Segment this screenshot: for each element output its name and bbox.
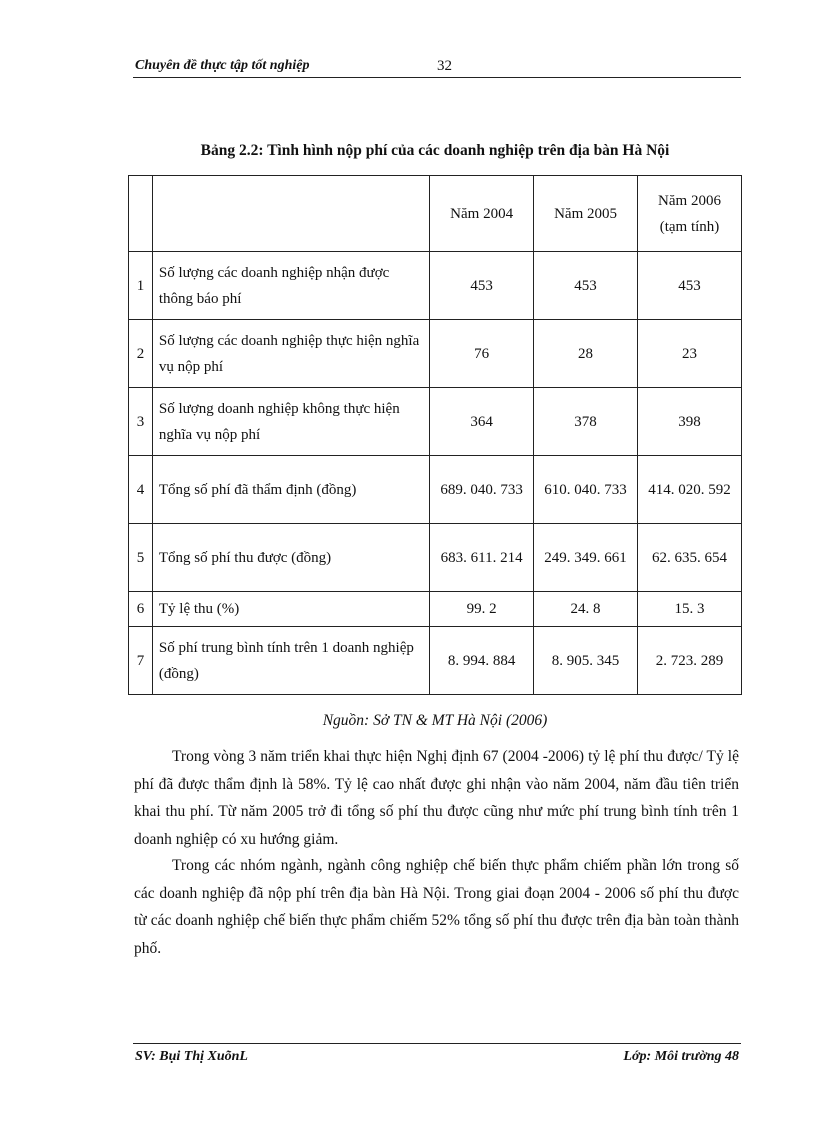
header-2006-year: Năm 2006	[658, 192, 721, 209]
table-row	[129, 252, 742, 320]
source-note: Nguồn: Sở TN & MT Hà Nội (2006)	[322, 712, 548, 729]
header-cell-2005: Năm 2005	[534, 176, 638, 252]
table-row	[129, 592, 742, 627]
table-caption: Bảng 2.2: Tình hình nộp phí của các doanh nghiệp trên địa bàn Hà Nội	[200, 142, 670, 159]
value-2006: 23	[638, 320, 742, 388]
row-label: Tổng số phí đã thẩm định (đồng)	[152, 456, 429, 524]
value-2004: 99. 2	[430, 592, 534, 627]
table-row	[129, 456, 742, 524]
value-2004: 689. 040. 733	[430, 456, 534, 524]
header-cell-no	[129, 176, 153, 252]
row-number: 3	[129, 388, 153, 456]
footer-student: SV: Bụi Thị XuõnL	[135, 1049, 248, 1064]
header-2006-note: (tạm tính)	[659, 218, 720, 235]
row-label: Tổng số phí thu được (đồng)	[152, 524, 429, 592]
value-2004: 364	[430, 388, 534, 456]
value-2005: 8. 905. 345	[534, 627, 638, 695]
row-label: Số lượng các doanh nghiệp thực hiện nghĩa vụ nộp phí	[152, 320, 429, 388]
row-label: Tỷ lệ thu (%)	[152, 592, 429, 627]
page-number: 32	[437, 58, 452, 74]
footer-class: Lớp: Môi trường 48	[623, 1049, 739, 1064]
row-label: Số lượng doanh nghiệp không thực hiện nghĩa vụ nộp phí	[152, 388, 429, 456]
table-header-row	[129, 176, 742, 252]
body-paragraph: Trong các nhóm ngành, ngành công nghiệp chế biến thực phẩm chiếm phần lớn trong số các doanh nghiệp đã nộp phí trên địa bàn Hà Nội. Trong giai đoạn 2004 - 2006 số phí thu được từ các doanh nghiệp chế biến thực phẩm chiếm 52% tổng số phí thu được trên địa bàn toàn thành phố.	[134, 857, 739, 957]
value-2006: 2. 723. 289	[638, 627, 742, 695]
row-label: Số phí trung bình tính trên 1 doanh nghiệp (đồng)	[152, 627, 429, 695]
value-2004: 76	[430, 320, 534, 388]
row-label: Số lượng các doanh nghiệp nhận được thông báo phí	[152, 252, 429, 320]
row-number: 4	[129, 456, 153, 524]
row-number: 6	[129, 592, 153, 627]
row-number: 7	[129, 627, 153, 695]
value-2006: 414. 020. 592	[638, 456, 742, 524]
value-2006: 453	[638, 252, 742, 320]
value-2005: 453	[534, 252, 638, 320]
row-number: 5	[129, 524, 153, 592]
value-2005: 28	[534, 320, 638, 388]
value-2005: 610. 040. 733	[534, 456, 638, 524]
value-2004: 683. 611. 214	[430, 524, 534, 592]
value-2005: 378	[534, 388, 638, 456]
row-number: 1	[129, 252, 153, 320]
table-row	[129, 524, 742, 592]
header-cell-label	[152, 176, 429, 252]
header-title: Chuyên đề thực tập tốt nghiệp	[135, 58, 310, 73]
row-number: 2	[129, 320, 153, 388]
header-cell-2004: Năm 2004	[430, 176, 534, 252]
page-header	[133, 57, 741, 78]
value-2006: 62. 635. 654	[638, 524, 742, 592]
body-paragraph: Trong vòng 3 năm triển khai thực hiện Nghị định 67 (2004 -2006) tỷ lệ phí thu được/ Tỷ lệ phí đã được thẩm định là 58%. Tỷ lệ cao nhất được ghi nhận vào năm 2004, năm đầu tiên triển khai thu phí. Từ năm 2005 trở đi tổng số phí thu được cũng như mức phí trung bình tính trên 1 doanh nghiệp có xu hướng giảm.	[134, 748, 739, 848]
table-row	[129, 627, 742, 695]
table-row	[129, 320, 742, 388]
value-2005: 24. 8	[534, 592, 638, 627]
fee-table	[128, 175, 742, 695]
header-cell-2006	[638, 176, 742, 252]
page-footer	[133, 1043, 741, 1068]
value-2005: 249. 349. 661	[534, 524, 638, 592]
value-2004: 8. 994. 884	[430, 627, 534, 695]
value-2004: 453	[430, 252, 534, 320]
value-2006: 15. 3	[638, 592, 742, 627]
value-2006: 398	[638, 388, 742, 456]
table-row	[129, 388, 742, 456]
